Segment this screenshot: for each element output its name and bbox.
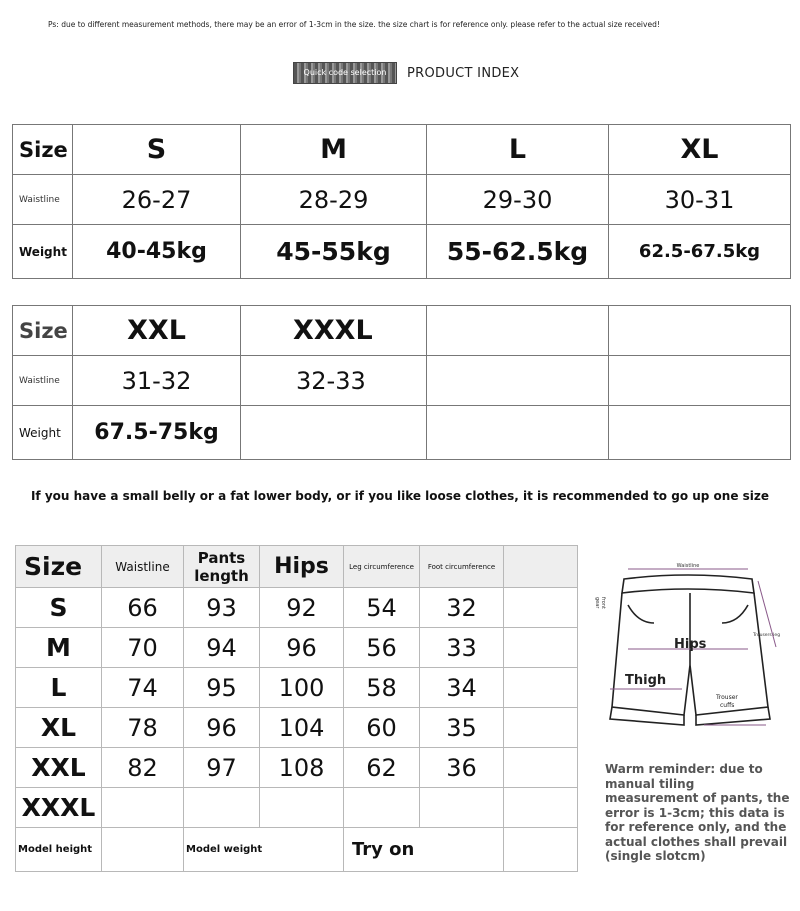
waist-cell: 30-31 xyxy=(609,175,791,225)
weight-cell: 40-45kg xyxy=(73,225,241,279)
weight-label: Weight xyxy=(13,225,73,279)
empty-cell xyxy=(504,588,578,628)
size-cell: M xyxy=(241,125,427,175)
empty-cell xyxy=(427,406,609,460)
size-cell: XXXL xyxy=(241,306,427,356)
table-row xyxy=(16,628,578,668)
row-size: XXL xyxy=(16,748,102,788)
empty-cell xyxy=(420,788,504,828)
leg-value: 62 xyxy=(344,748,420,788)
col-header-foot-circumference: Foot circumference xyxy=(420,546,504,588)
waist-cell: 32-33 xyxy=(241,356,427,406)
empty-cell xyxy=(504,668,578,708)
empty-cell xyxy=(184,788,260,828)
size-cell: S xyxy=(73,125,241,175)
hips-value: 104 xyxy=(260,708,344,748)
leg-value: 54 xyxy=(344,588,420,628)
empty-cell xyxy=(504,828,578,872)
leg-value: 60 xyxy=(344,708,420,748)
empty-cell xyxy=(504,748,578,788)
empty-cell xyxy=(102,788,184,828)
size-cell: XL xyxy=(609,125,791,175)
trouser-cuffs-label-2: cuffs xyxy=(720,702,735,709)
waist-value: 74 xyxy=(102,668,184,708)
col-header-waistline: Waistline xyxy=(102,546,184,588)
foot-value: 36 xyxy=(420,748,504,788)
size-table-1 xyxy=(12,124,791,279)
model-weight-label: Model weight xyxy=(184,828,344,872)
table-row xyxy=(16,708,578,748)
row-size: L xyxy=(16,668,102,708)
warm-reminder-text: Warm reminder: due to manual tiling measurement of pants, the error is 1-3cm; this data is for reference only, and the actual clothes shall prevail (single slotcm) xyxy=(605,762,790,863)
empty-cell xyxy=(344,788,420,828)
front-gear-label-2: gear xyxy=(594,597,600,609)
row-size: XXXL xyxy=(16,788,102,828)
waist-value: 70 xyxy=(102,628,184,668)
front-gear-label: front xyxy=(600,597,606,609)
hips-value: 108 xyxy=(260,748,344,788)
foot-value: 35 xyxy=(420,708,504,748)
size-cell: L xyxy=(427,125,609,175)
weight-cell: 62.5-67.5kg xyxy=(609,225,791,279)
size-table-2 xyxy=(12,305,791,460)
empty-cell xyxy=(427,306,609,356)
foot-value: 33 xyxy=(420,628,504,668)
empty-cell xyxy=(504,546,578,588)
disclaimer-text: Ps: due to different measurement methods, there may be an error of 1-3cm in the size. the size chart is for reference only. please refer to the actual size received! xyxy=(48,20,660,29)
empty-cell xyxy=(241,406,427,460)
waist-cell: 26-27 xyxy=(73,175,241,225)
dimensions-table xyxy=(15,545,578,872)
row-size: XL xyxy=(16,708,102,748)
product-index-title: PRODUCT INDEX xyxy=(407,66,520,81)
empty-cell xyxy=(504,788,578,828)
hips-diagram-label: Hips xyxy=(674,637,707,652)
thigh-diagram-label: Thigh xyxy=(625,673,667,688)
length-value: 97 xyxy=(184,748,260,788)
col-header-pants-line2: length xyxy=(194,566,249,585)
weight-cell: 67.5-75kg xyxy=(73,406,241,460)
waist-cell: 31-32 xyxy=(73,356,241,406)
row-size: S xyxy=(16,588,102,628)
trousers-leg-label: Trousers leg xyxy=(753,633,781,638)
table-row xyxy=(16,668,578,708)
foot-value: 34 xyxy=(420,668,504,708)
length-value: 94 xyxy=(184,628,260,668)
empty-cell xyxy=(427,356,609,406)
empty-cell xyxy=(260,788,344,828)
length-value: 93 xyxy=(184,588,260,628)
hips-value: 92 xyxy=(260,588,344,628)
col-header-pants-line1: Pants xyxy=(197,548,246,567)
foot-value: 32 xyxy=(420,588,504,628)
waistline-label: Waistline xyxy=(13,356,73,406)
model-height-label: Model height xyxy=(16,828,102,872)
waist-cell: 29-30 xyxy=(427,175,609,225)
waist-cell: 28-29 xyxy=(241,175,427,225)
empty-cell xyxy=(504,628,578,668)
hips-value: 96 xyxy=(260,628,344,668)
weight-cell: 55-62.5kg xyxy=(427,225,609,279)
waistline-diagram-label: Waistline xyxy=(676,563,700,569)
empty-cell xyxy=(609,306,791,356)
quick-code-selection-banner: Quick code selection xyxy=(293,62,397,84)
length-value: 96 xyxy=(184,708,260,748)
col-header-size: Size xyxy=(16,546,102,588)
weight-label: Weight xyxy=(13,406,73,460)
footer-row xyxy=(16,828,578,872)
length-value: 95 xyxy=(184,668,260,708)
row-size: M xyxy=(16,628,102,668)
table-row xyxy=(16,748,578,788)
waistline-label: Waistline xyxy=(13,175,73,225)
size-label: Size xyxy=(13,306,73,356)
trouser-cuffs-label: Trouser xyxy=(716,694,738,701)
leg-value: 56 xyxy=(344,628,420,668)
empty-cell xyxy=(609,406,791,460)
table-row xyxy=(16,788,578,828)
hips-value: 100 xyxy=(260,668,344,708)
size-cell: XXL xyxy=(73,306,241,356)
col-header-leg-circumference: Leg circumference xyxy=(344,546,420,588)
empty-cell xyxy=(504,708,578,748)
leg-value: 58 xyxy=(344,668,420,708)
try-on-label: Try on xyxy=(344,828,504,872)
waist-value: 82 xyxy=(102,748,184,788)
col-header-pants-length xyxy=(184,546,260,588)
waist-value: 66 xyxy=(102,588,184,628)
weight-cell: 45-55kg xyxy=(241,225,427,279)
empty-cell xyxy=(102,828,184,872)
shorts-measurement-diagram xyxy=(594,557,794,737)
size-label: Size xyxy=(13,125,73,175)
empty-cell xyxy=(609,356,791,406)
size-advice-text: If you have a small belly or a fat lower body, or if you like loose clothes, it is recommended to go up one size xyxy=(30,489,770,503)
col-header-hips: Hips xyxy=(260,546,344,588)
table-row xyxy=(16,588,578,628)
waist-value: 78 xyxy=(102,708,184,748)
